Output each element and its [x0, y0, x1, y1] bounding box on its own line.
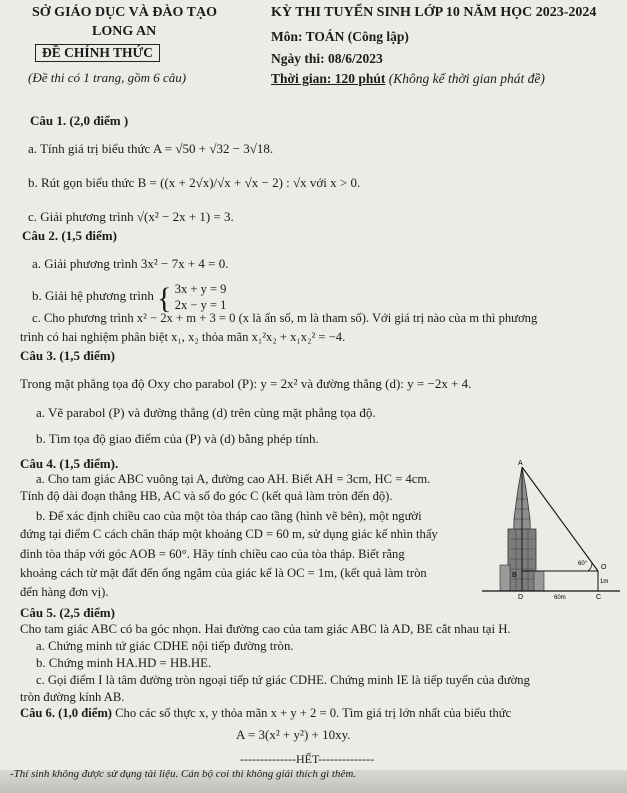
q3-intro: Trong mặt phẳng tọa độ Oxy cho parabol (P): y = 2x² và đường thẳng (d): y = −2x + 4. [20, 376, 472, 391]
q6-statement [20, 706, 511, 721]
q4-a-line1: a. Cho tam giác ABC vuông tại A, đường cao AH. Biết AH = 3cm, HC = 4cm. [36, 472, 431, 486]
time-note: (Không kể thời gian phát đề) [388, 71, 545, 86]
q4-b-line2: đứng tại điểm C cách chân tháp một khoảng CD = 60 m, sử dụng giác kế nhìn thấy [20, 527, 438, 541]
label-D: D [518, 594, 524, 601]
department-name: SỞ GIÁO DỤC VÀ ĐÀO TẠO [32, 5, 218, 20]
q4-a-line2: Tính độ dài đoạn thẳng HB, AC và số đo góc C (kết quả làm tròn đến độ). [20, 489, 393, 503]
page-note: (Đề thi có 1 trang, gồm 6 câu) [28, 70, 187, 85]
label-O: O [601, 564, 607, 571]
label-A: A [518, 460, 523, 467]
label-B: B [512, 572, 517, 579]
end-marker: --------------HẾT-------------- [240, 752, 375, 766]
q4-b-line1: b. Để xác định chiều cao của một tòa tháp cao tầng (hình vẽ bên), một người [36, 509, 422, 523]
q2-part-b [32, 281, 226, 313]
q1-part-b: b. Rút gọn biểu thức B = ((x + 2√x)/√x + √x − 2) : √x với x > 0. [28, 175, 361, 190]
q4-b-line5: đến hàng đơn vị). [20, 585, 109, 599]
department-province: LONG AN [92, 24, 157, 39]
label-C: C [596, 594, 602, 601]
q2-part-c-line2: trình có hai nghiệm phân biệt x₁, x₂ thỏa mãn x₁²x₂ + x₁x₂² = −4. [20, 330, 346, 344]
label-1m: 1m [600, 579, 609, 585]
label-60m: 60m [554, 595, 566, 601]
exam-time [271, 71, 545, 87]
footer-note: -Thí sinh không được sử dụng tài liệu. Cán bộ coi thi không giải thích gì thêm. [10, 768, 357, 780]
exam-title: KỲ THI TUYỂN SINH LỚP 10 NĂM HỌC 2023-2024 [271, 5, 597, 20]
subject: Môn: TOÁN (Công lập) [271, 29, 409, 44]
tower-figure [474, 459, 624, 601]
official-label: ĐỀ CHÍNH THỨC [35, 44, 160, 62]
q6-formula: A = 3(x² + y²) + 10xy. [236, 727, 351, 742]
system-brace: { [157, 282, 172, 315]
q5-part-a: a. Chứng minh tứ giác CDHE nội tiếp đường tròn. [36, 639, 294, 653]
q4-b-line3: đỉnh tòa tháp với góc AOB = 60°. Hãy tính chiều cao của tòa tháp. Biết rằng [20, 547, 405, 561]
q6-title: Câu 6. (1,0 điểm) [20, 706, 112, 720]
q4-b-line4: khoảng cách từ mặt đất đến ống ngắm của giác kế là OC = 1m, (kết quả làm tròn [20, 566, 427, 580]
q6-text: Cho các số thực x, y thỏa mãn x + y + 2 = 0. Tìm giá trị lớn nhất của biểu thức [115, 706, 512, 720]
q2-b-prefix: b. Giải hệ phương trình [32, 288, 154, 303]
q3-part-a: a. Vẽ parabol (P) và đường thẳng (d) trên cùng mặt phẳng tọa độ. [36, 405, 376, 420]
q1-part-c: c. Giải phương trình √(x² − 2x + 1) = 3. [28, 209, 234, 224]
q2-part-c-line1: c. Cho phương trình x² − 2x + m + 3 = 0 (x là ẩn số, m là tham số). Với giá trị nào của m thì phương [32, 311, 538, 325]
system-eq1: 3x + y = 9 [174, 282, 227, 296]
q5-c-line1: c. Gọi điểm I là tâm đường tròn ngoại tiếp tứ giác CDHE. Chứng minh IE là tiếp tuyến của đường [36, 673, 530, 687]
system-eq2: 2x − y = 1 [174, 298, 227, 312]
q5-c-line2: tròn đường kính AB. [20, 690, 125, 704]
label-60deg: 60° [578, 561, 588, 567]
q3-title: Câu 3. (1,5 điểm) [20, 348, 115, 363]
q1-part-a: a. Tính giá trị biểu thức A = √50 + √32 − 3√18. [28, 141, 274, 156]
q2-title: Câu 2. (1,5 điểm) [22, 228, 117, 243]
q1-title: Câu 1. (2,0 điểm ) [30, 113, 129, 128]
q4-title: Câu 4. (1,5 điểm). [20, 456, 119, 471]
q2-part-a: a. Giải phương trình 3x² − 7x + 4 = 0. [32, 256, 229, 271]
q5-intro: Cho tam giác ABC có ba góc nhọn. Hai đường cao của tam giác ABC là AD, BE cắt nhau tại H. [20, 622, 511, 636]
system-equations [175, 281, 227, 313]
time-label: Thời gian: 120 phút [271, 71, 386, 86]
q5-title: Câu 5. (2,5 điểm) [20, 605, 115, 620]
exam-date: Ngày thi: 08/6/2023 [271, 51, 383, 66]
q3-part-b: b. Tìm tọa độ giao điểm của (P) và (d) bằng phép tính. [36, 431, 319, 446]
q5-part-b: b. Chứng minh HA.HD = HB.HE. [36, 656, 212, 670]
